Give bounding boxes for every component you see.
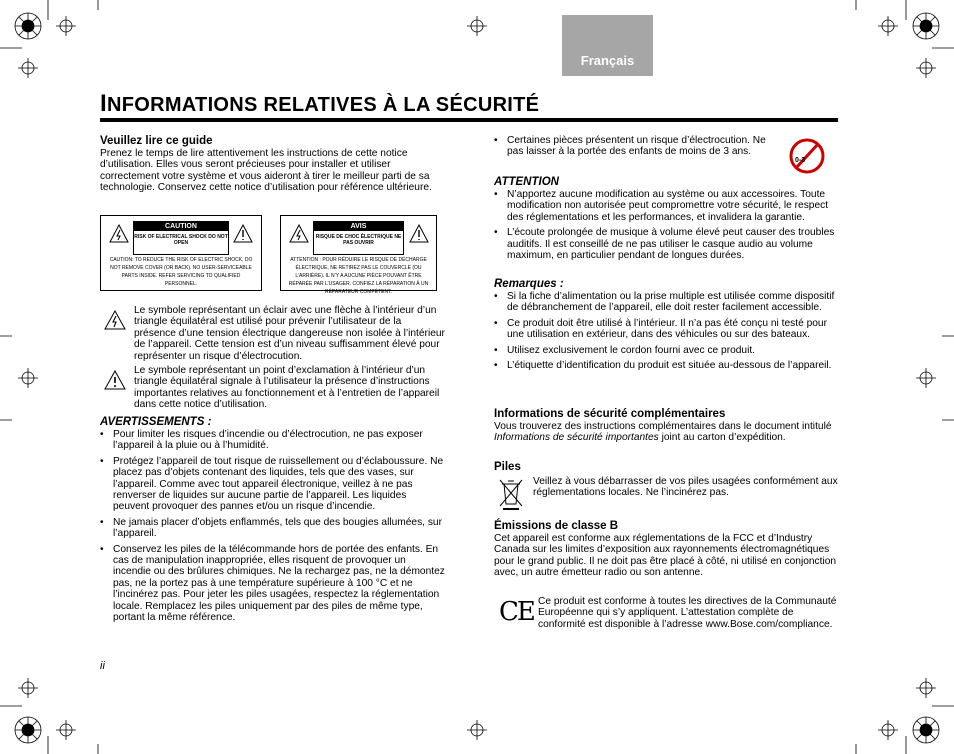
exclamation-warning-icon bbox=[104, 370, 126, 390]
exclamation-description: Le symbole représentant un point d’exclamation à l’intérieur d’un triangle équilatéral signale à l’utilisateur la présence d’instructions importantes relatives au fonctionnement et à l’entretien de l’appareil dans cette notice d’utilisation. bbox=[134, 365, 440, 411]
attention-section bbox=[494, 176, 839, 265]
emissions-section bbox=[494, 520, 839, 579]
caution-header: CAUTION bbox=[134, 222, 228, 231]
registration-target bbox=[56, 16, 76, 36]
page-number: ii bbox=[100, 660, 105, 672]
registration-target bbox=[467, 16, 487, 36]
list-item: • L’étiquette d’identification du produit est située au-dessous de l’appareil. bbox=[494, 360, 839, 371]
lightning-warning-icon bbox=[104, 310, 126, 330]
age-badge-text: 0-3 bbox=[795, 157, 806, 164]
list-item: • Si la fiche d’alimentation ou la prise multiple est utilisée comme dispositif de débranchement de l’appareil, elle doit rester facilement accessible. bbox=[494, 291, 839, 314]
registration-target bbox=[56, 720, 76, 740]
piles-section bbox=[494, 461, 839, 474]
registration-burst-tl bbox=[15, 13, 41, 39]
list-item: • Ne jamais placer d’objets enflammés, tels que des bougies allumées, sur l’appareil. bbox=[100, 517, 445, 540]
piles-text: Veillez à vous débarrasser de vos piles usagées conformément aux réglementations locales. Ne l’incinérez pas. bbox=[533, 476, 838, 499]
warnings-list bbox=[100, 429, 445, 624]
read-guide-text: Prenez le temps de lire attentivement les instructions de cette notice d’utilisation. Elles vous seront précieuses pour installer et utiliser correctement votre système et vous aideront à tirer le meilleur parti de sa technologie. Conservez cette notice d’utilisation pour référence ultérieure. bbox=[100, 148, 432, 194]
lightning-description: Le symbole représentant un éclair avec une flèche à l’intérieur d’un triangle équilatéral est utilisé pour prévenir l’utilisateur de la présence d’une tension électrique dangereuse non isolée à l’intérieur de l’appareil. Cette tension est d’un niveau suffisamment élevé pour représenter un risque d’électrocution. bbox=[134, 305, 445, 362]
avis-footer: ATTENTION : POUR RÉDUIRE LE RISQUE DE DÉCHARGE ÉLECTRIQUE, NE RETIREZ PAS LE COUVERCLE (OU L’ARRIÈRE). IL N’Y A AUCUNE PIÈCE POUVANT ÊTRE RÉPARÉE PAR L’USAGER. CONFIEZ LA RÉPARATION À UN RÉPARATEUR COMPÉTENT. bbox=[288, 257, 429, 295]
list-item: • Protégez l’appareil de tout risque de ruissellement ou d’éclaboussure. Ne placez pas d’objets contenant des liquides, tels que des vases, sur l’appareil. Comme avec tout appareil électronique, veillez à ne pas renverser de liquides sur aucune partie de l’appareil. Les liquides peuvent provoquer des pannes et/ou un risque d’incendie. bbox=[100, 456, 445, 513]
registration-target bbox=[916, 368, 936, 388]
registration-target bbox=[18, 678, 38, 698]
list-item: • Certaines pièces présentent un risque d’électrocution. Ne pas laisser à la portée des enfants de moins de 3 ans. bbox=[494, 135, 784, 158]
emissions-heading: Émissions de classe B bbox=[494, 520, 619, 532]
registration-burst-tr bbox=[913, 13, 939, 39]
registration-burst-bl bbox=[15, 717, 41, 743]
left-column bbox=[100, 135, 445, 194]
list-item: • N’apportez aucune modification au système ou aux accessoires. Toute modification non autorisée peut compromettre votre sécurité, le respect des réglementations et les performances, et invalidera la garantie. bbox=[494, 189, 839, 223]
caution-footer: CAUTION: TO REDUCE THE RISK OF ELECTRIC SHOCK, DO NOT REMOVE COVER (OR BACK). NO USER-SERVICEABLE PARTS INSIDE. REFER SERVICING TO QUALIFIED PERSONNEL. bbox=[109, 257, 253, 287]
registration-target bbox=[18, 58, 38, 78]
registration-target bbox=[878, 720, 898, 740]
language-tab: Français bbox=[562, 15, 653, 76]
registration-target bbox=[916, 58, 936, 78]
remarks-section bbox=[494, 278, 839, 375]
piles-heading: Piles bbox=[494, 461, 521, 473]
registration-target bbox=[916, 678, 936, 698]
avis-sub: RISQUE DE CHOC ÉLECTRIQUE NE PAS OUVRIR bbox=[315, 234, 402, 246]
title-rule bbox=[100, 118, 838, 122]
ce-mark-icon: CE bbox=[499, 597, 534, 627]
extra-info-heading: Informations de sécurité complémentaires bbox=[494, 408, 726, 420]
page-title bbox=[100, 90, 539, 118]
lightning-triangle-icon bbox=[109, 224, 129, 244]
list-item: • Ce produit doit être utilisé à l’intérieur. Il n’a pas été conçu ni testé pour une utilisation en extérieur, dans des véhicules ou sur des bateaux. bbox=[494, 318, 839, 341]
caution-sub: RISK OF ELECTRICAL SHOCK DO NOT OPEN bbox=[134, 234, 228, 246]
list-item: • L’écoute prolongée de musique à volume élevé peut causer des troubles auditifs. Il est conseillé de ne pas utiliser le casque audio au volume maximum, en particulier pendant de longues durées. bbox=[494, 227, 839, 261]
caution-label bbox=[100, 215, 262, 291]
avis-label bbox=[280, 215, 437, 295]
crossed-bin-icon bbox=[498, 478, 524, 512]
lightning-triangle-icon bbox=[289, 224, 309, 244]
ce-text: Ce produit est conforme à toutes les directives de la Communauté Européenne qui s’y appliquent. L’attestation complète de conformité est disponible à l’adresse www.Bose.com/compliance. bbox=[538, 596, 837, 630]
registration-burst-br bbox=[913, 717, 939, 743]
title-rest: NFORMATIONS RELATIVES À LA SÉCURITÉ bbox=[106, 94, 540, 116]
title-initial: I bbox=[100, 90, 107, 117]
age-restriction-icon bbox=[788, 138, 826, 174]
registration-target bbox=[18, 368, 38, 388]
remarks-list bbox=[494, 291, 839, 371]
registration-target bbox=[467, 720, 487, 740]
warnings-heading: AVERTISSEMENTS : bbox=[100, 416, 212, 428]
extra-info-section bbox=[494, 408, 839, 444]
attention-heading: ATTENTION bbox=[494, 176, 559, 188]
list-item: • Pour limiter les risques d’incendie ou d’électrocution, ne pas exposer l’appareil à la pluie ou à l’humidité. bbox=[100, 429, 445, 452]
exclamation-triangle-icon bbox=[409, 224, 429, 244]
registration-target bbox=[878, 16, 898, 36]
list-item: • Conservez les piles de la télécommande hors de portée des enfants. En cas de manipulation inappropriée, elles risquent de provoquer un incendie ou des brûlures chimiques. Ne la rechargez pas, ne la démontez pas, ne la portez pas à une température supérieure à 100 °C et ne l’incinérez pas. Pour jeter les piles usagées, respectez la réglementation locale. Remplacez les piles uniquement par des piles de même type, portant la même référence. bbox=[100, 544, 445, 624]
small-parts-warning bbox=[494, 135, 784, 162]
extra-info-text: Vous trouverez des instructions complémentaires dans le document intitulé Informations de sécurité importantes joint au carton d’expédition. bbox=[494, 421, 832, 444]
avis-header: AVIS bbox=[314, 222, 403, 231]
remarks-heading: Remarques : bbox=[494, 278, 564, 290]
list-item: • Utilisez exclusivement le cordon fourni avec ce produit. bbox=[494, 345, 839, 356]
read-guide-heading: Veuillez lire ce guide bbox=[100, 135, 213, 147]
warnings-section bbox=[100, 416, 445, 628]
attention-list bbox=[494, 189, 839, 261]
emissions-text: Cet appareil est conforme aux réglementations de la FCC et d’Industry Canada sur les limites d’exposition aux rayonnements électromagnétiques pour le grand public. Il ne doit pas être placé à côté, ni utilisé en conjonction avec, un autre émetteur radio ou son antenne. bbox=[494, 533, 837, 579]
exclamation-triangle-icon bbox=[233, 224, 253, 244]
